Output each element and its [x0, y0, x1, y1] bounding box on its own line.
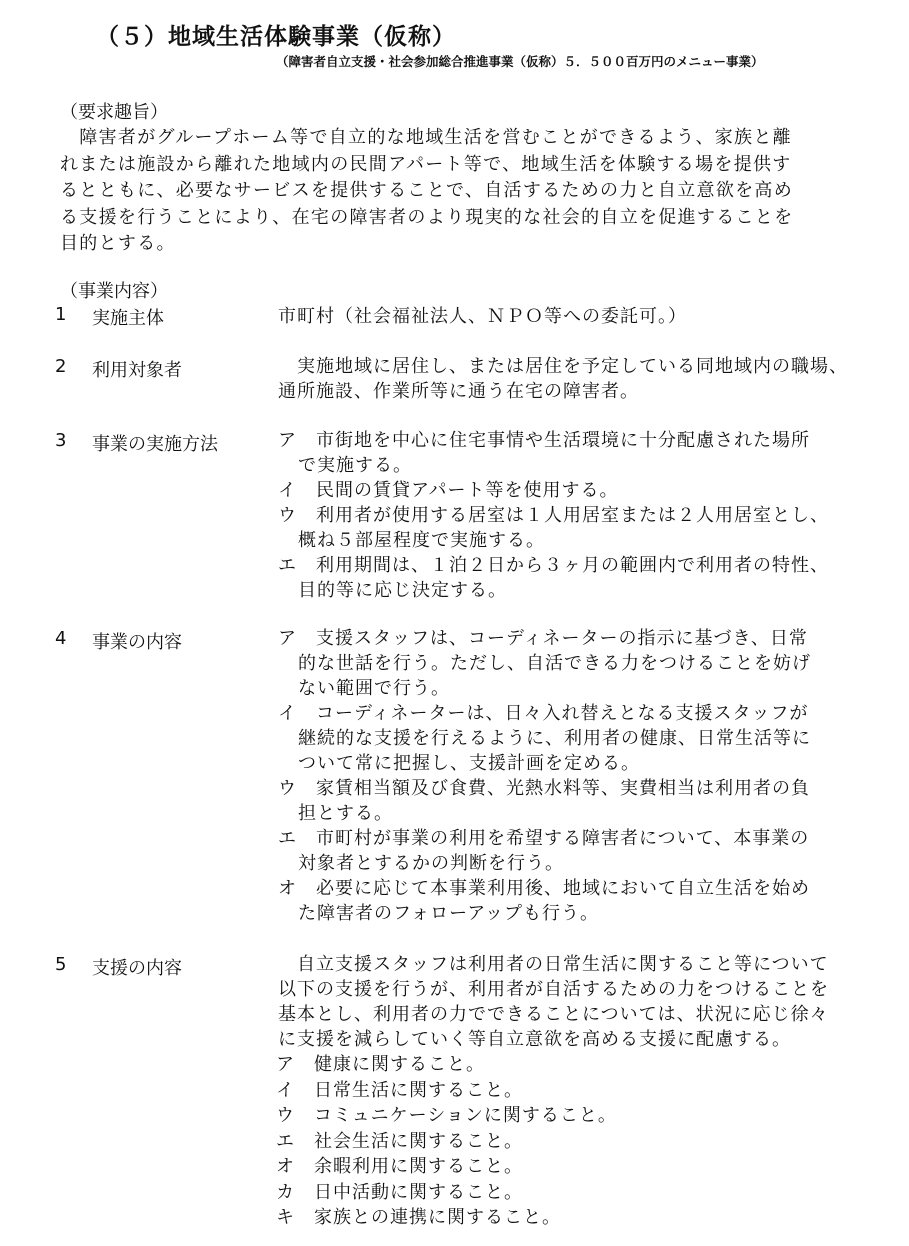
- list-item: [276, 1052, 617, 1078]
- subitem: [278, 701, 868, 726]
- item-number: 4: [55, 628, 67, 649]
- subitem-mark: イ: [278, 703, 297, 724]
- list-item-text: 健康に関すること。: [314, 1054, 485, 1075]
- list-item: [276, 1154, 617, 1180]
- list-item: [276, 1180, 617, 1206]
- subitem-continuation: 的な世話を行う。ただし、自活できる力をつけることを妨げ: [298, 653, 811, 674]
- subitem-text: コーディネーターは、日々入れ替えとなる支援スタッフが: [316, 703, 809, 724]
- subitem-mark: ウ: [278, 505, 297, 526]
- purpose-line: る支援を行うことにより、在宅の障害者のより現実的な社会的自立を促進することを: [60, 206, 794, 228]
- subitem-mark: ウ: [278, 778, 297, 799]
- list-item-text: コミュニケーションに関すること。: [314, 1105, 617, 1126]
- item-number: 2: [55, 356, 67, 377]
- item-body: [278, 626, 868, 926]
- subitem-text: 必要に応じて本事業利用後、地域において自立生活を始め: [316, 878, 810, 899]
- subitem: [278, 503, 868, 528]
- item-body-line: 以下の支援を行うが、利用者が自活するための力をつけることを: [278, 979, 829, 1000]
- item-body: [278, 428, 868, 603]
- purpose-line: 障害者がグループホーム等で自立的な地域生活を営むことができるよう、家族と離: [60, 127, 792, 148]
- subitem-continuation: 担とする。: [298, 803, 393, 824]
- item-number: 3: [55, 430, 67, 451]
- subitem-continuation: 概ね５部屋程度で実施する。: [298, 530, 545, 551]
- subitem-mark: ア: [278, 430, 297, 451]
- subitem-continuation: で実施する。: [298, 455, 412, 476]
- list-item: [276, 1205, 617, 1231]
- list-item-text: 社会生活に関すること。: [314, 1130, 523, 1152]
- list-item-text: 日常生活に関すること。: [314, 1079, 523, 1101]
- subitem: [278, 876, 868, 901]
- item-body: [278, 952, 868, 1052]
- subitem-text: 利用期間は、１泊２日から３ヶ月の範囲内で利用者の特性、: [316, 555, 829, 576]
- list-item-mark: オ: [276, 1156, 295, 1177]
- subitem-mark: エ: [278, 828, 297, 849]
- subitem-continuation: た障害者のフォローアップも行う。: [298, 903, 599, 924]
- list-item-text: 家族との連携に関すること。: [314, 1207, 561, 1228]
- subitem-text: 家賃相当額及び食費、光熱水料等、実費相当は利用者の負: [316, 778, 810, 799]
- item-number: 1: [55, 304, 67, 325]
- subitem-continuation: 対象者とするかの判断を行う。: [298, 853, 564, 874]
- item-label: 事業の実施方法: [92, 434, 218, 455]
- list-item-text: 余暇利用に関すること。: [314, 1156, 523, 1177]
- list-item-mark: ア: [276, 1054, 295, 1075]
- list-item-text: 日中活動に関すること。: [314, 1181, 523, 1203]
- item-number: 5: [55, 954, 67, 975]
- subitem-mark: オ: [278, 878, 297, 899]
- list-item: [276, 1129, 617, 1155]
- subitem-text: 民間の賃貸アパート等を使用する。: [316, 480, 619, 501]
- subitem-mark: エ: [278, 555, 297, 576]
- subitem-text: 市町村が事業の利用を希望する障害者について、本事業の: [316, 828, 810, 849]
- item-label: 事業の内容: [92, 632, 182, 653]
- subitem: [278, 776, 868, 801]
- item-body-line: 通所施設、作業所等に通う在宅の障害者。: [278, 381, 639, 402]
- item-body-line: 実施地域に居住し、または居住を予定している同地域内の職場、: [278, 356, 848, 377]
- subitem: [278, 428, 868, 453]
- document-subtitle: （障害者自立支援・社会参加総合推進事業（仮称）５．５００百万円のメニュー事業）: [276, 54, 764, 69]
- item-body-line: 自立支援スタッフは利用者の日常生活に関すること等について: [278, 954, 829, 975]
- item-body-line: に支援を減らしていく等自立意欲を高める支援に配慮する。: [278, 1029, 791, 1050]
- item-body-line: 市町村（社会福祉法人、ＮＰＯ等への委託可。）: [278, 306, 687, 327]
- subitem-continuation: 継続的な支援を行えるように、利用者の健康、日常生活等に: [298, 728, 811, 749]
- purpose-heading: （要求趣旨）: [60, 102, 168, 123]
- item-label: 実施主体: [92, 308, 164, 329]
- purpose-line: れまたは施設から離れた地域内の民間アパート等で、地域生活を体験する場を提供す: [60, 153, 792, 175]
- subitem-text: 市街地を中心に住宅事情や生活環境に十分配慮された場所: [316, 430, 810, 451]
- item-body-line: 基本とし、利用者の力でできることについては、状況に応じ徐々: [278, 1004, 829, 1025]
- content-heading: （事業内容）: [60, 281, 168, 302]
- subitem-text: 利用者が使用する居室は１人用居室または２人用居室とし、: [316, 505, 829, 526]
- purpose-paragraph: [60, 125, 860, 258]
- item-label: 支援の内容: [92, 958, 182, 979]
- item-body: [278, 354, 868, 404]
- list-item-mark: キ: [276, 1207, 295, 1228]
- list-item-mark: イ: [276, 1079, 295, 1101]
- list-item-mark: ウ: [276, 1105, 295, 1126]
- purpose-line: るとともに、必要なサービスを提供することで、自活するための力と自立意欲を高め: [60, 180, 794, 201]
- subitem: [278, 626, 868, 651]
- subitem-continuation: ない範囲で行う。: [298, 678, 450, 699]
- subitem: [278, 826, 868, 851]
- item-body: [278, 304, 868, 329]
- document-title: （５）地域生活体験事業（仮称）: [96, 24, 456, 50]
- list-item-mark: カ: [276, 1181, 295, 1203]
- purpose-line: 目的とする。: [60, 233, 176, 254]
- list-item: [276, 1103, 617, 1129]
- subitem-text: 支援スタッフは、コーディネーターの指示に基づき、日常: [316, 628, 808, 649]
- list-item: [276, 1078, 617, 1104]
- subitem: [278, 553, 868, 578]
- subitem-continuation: 目的等に応じ決定する。: [298, 580, 507, 601]
- subitem: [278, 478, 868, 503]
- subitem-continuation: ついて常に把握し、支援計画を定める。: [298, 753, 640, 774]
- subitem-mark: イ: [278, 480, 297, 501]
- item-label: 利用対象者: [92, 360, 182, 381]
- list-item-mark: エ: [276, 1130, 295, 1152]
- subitem-mark: ア: [278, 628, 297, 649]
- support-list: [276, 1052, 617, 1231]
